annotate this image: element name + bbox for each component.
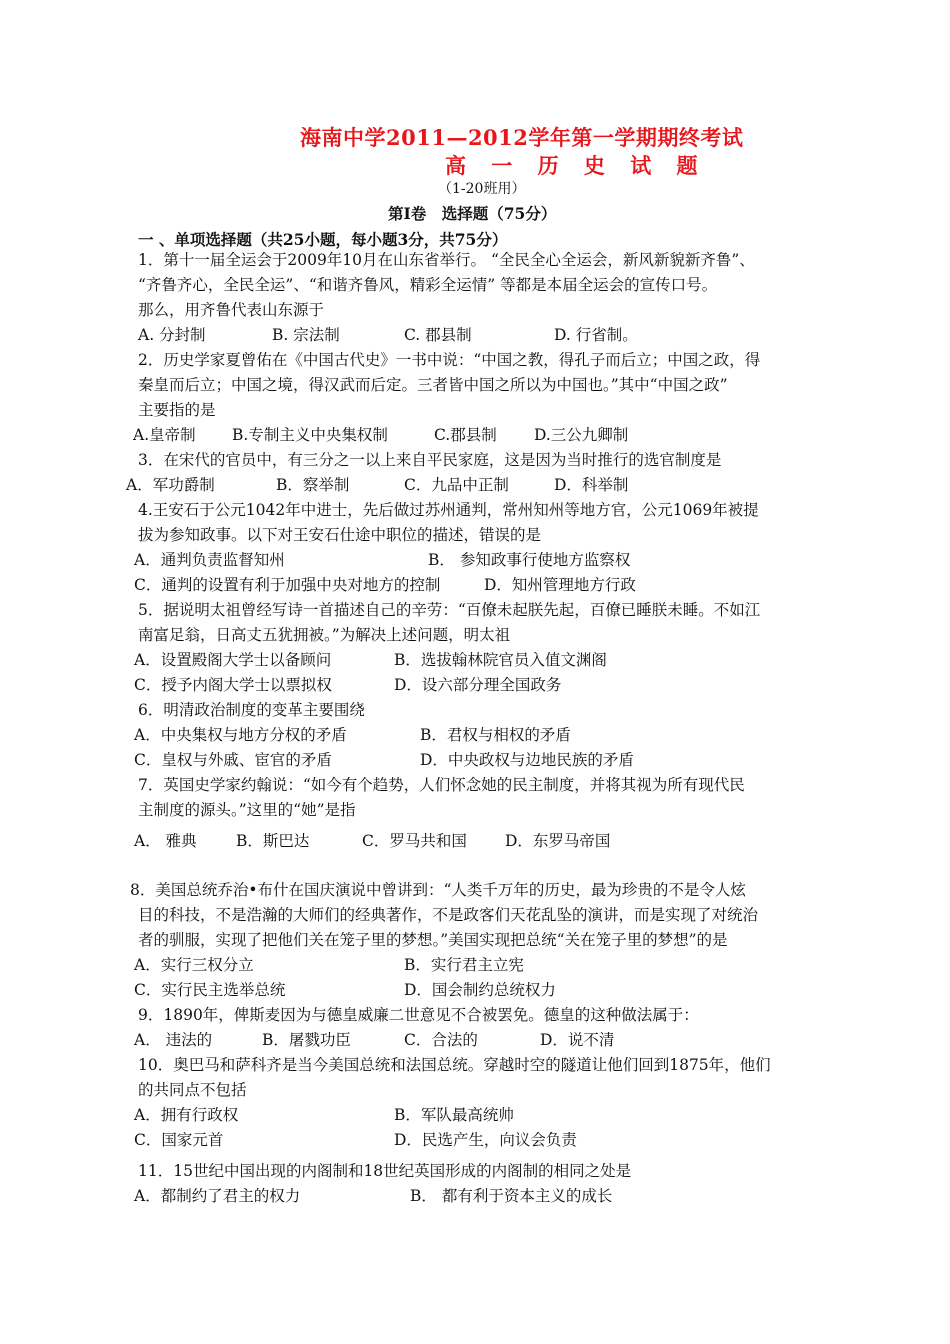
question-6-option-d: D．中央政权与边地民族的矛盾 [420,751,634,769]
exam-title: 海南中学2011—2012学年第一学期期终考试 [300,125,744,150]
question-3-option-a: A．军功爵制 [126,476,215,494]
question-2-line-2: 秦皇而后立；中国之境，得汉武而后定。三者皆中国之所以为中国也。”其中“中国之政” [138,376,728,394]
question-5-option-c: C．授予内阁大学士以票拟权 [134,676,332,694]
question-2-line-3: 主要指的是 [138,401,216,419]
question-8-option-c: C．实行民主选举总统 [134,981,286,999]
question-2-option-b: B.专制主义中央集权制 [232,426,388,444]
question-1-option-c: C. 郡县制 [404,326,472,344]
question-4-option-a: A．通判负责监督知州 [134,551,285,569]
question-2-option-a: A.皇帝制 [133,426,196,444]
question-6-line-1: 6．明清政治制度的变革主要围绕 [138,701,365,719]
question-1-option-d: D. 行省制。 [554,326,638,344]
question-5-option-a: A．设置殿阁大学士以备顾问 [134,651,332,669]
question-1-line-3: 那么，用齐鲁代表山东源于 [138,301,325,319]
subject-title: 高 一 历 史 试 题 [445,153,707,178]
question-4-option-b: B． 参知政事行使地方监察权 [428,551,631,569]
question-1-option-a: A. 分封制 [138,326,206,344]
question-7-line-1: 7．英国史学家约翰说：“如今有个趋势，人们怀念她的民主制度，并将其视为所有现代民 [138,776,745,794]
question-10-option-b: B．军队最高统帅 [394,1106,514,1124]
question-7-option-a: A． 雅典 [134,832,197,850]
question-8-option-a: A．实行三权分立 [134,956,254,974]
question-10-option-c: C．国家元首 [134,1131,224,1149]
question-1-option-b: B. 宗法制 [272,326,340,344]
question-8-line-2: 目的科技，不是浩瀚的大师们的经典著作，不是政客们天花乱坠的演讲，而是实现了对统治 [138,906,759,924]
question-4-option-c: C．通判的设置有利于加强中央对地方的控制 [134,576,441,594]
question-4-line-2: 拔为参知政事。以下对王安石仕途中职位的描述，错误的是 [138,526,542,544]
question-3-line-1: 3．在宋代的官员中，有三分之一以上来自平民家庭，这是因为当时推行的选官制度是 [138,451,722,469]
part-title: 一 、单项选择题（共25小题，每小题3分，共75分） [138,230,508,249]
question-10-option-d: D．民选产生，向议会负责 [394,1131,577,1149]
question-9-option-d: D．说不清 [540,1031,615,1049]
question-7-option-d: D．东罗马帝国 [505,832,611,850]
question-5-option-b: B．选拔翰林院官员入值文渊阁 [394,651,607,669]
question-9-option-a: A． 违法的 [134,1031,213,1049]
question-4-option-d: D．知州管理地方行政 [484,576,636,594]
question-5-line-2: 南富足翁，日高丈五犹拥被。”为解决上述问题，明太祖 [138,626,511,644]
question-3-option-c: C．九品中正制 [404,476,509,494]
question-5-option-d: D．设六部分理全国政务 [394,676,562,694]
question-10-line-1: 10．奥巴马和萨科齐是当今美国总统和法国总统。穿越时空的隧道让他们回到1875年，他们 [138,1056,771,1074]
question-11-option-a: A．都制约了君主的权力 [134,1187,301,1205]
question-6-option-a: A．中央集权与地方分权的矛盾 [134,726,347,744]
question-9-option-b: B．屠戮功臣 [262,1031,351,1049]
question-8-option-b: B．实行君主立宪 [404,956,524,974]
question-10-option-a: A．拥有行政权 [134,1106,239,1124]
question-7-line-2: 主制度的源头。”这里的“她”是指 [138,801,356,819]
question-9-line-1: 9．1890年，俾斯麦因为与德皇威廉二世意见不合被罢免。德皇的这种做法属于： [138,1006,699,1024]
question-2-option-c: C.郡县制 [434,426,497,444]
question-8-line-3: 者的驯服，实现了把他们关在笼子里的梦想。”美国实现把总统“关在笼子里的梦想”的是 [138,931,728,949]
question-5-line-1: 5．据说明太祖曾经写诗一首描述自己的辛劳：“百僚未起朕先起，百僚已睡朕未睡。不如江 [138,601,761,619]
question-6-option-c: C．皇权与外戚、宦官的矛盾 [134,751,332,769]
question-6-option-b: B．君权与相权的矛盾 [420,726,571,744]
question-11-option-b: B． 都有利于资本主义的成长 [410,1187,613,1205]
question-1-line-2: “齐鲁齐心，全民全运”、“和谐齐鲁风，精彩全运情” 等都是本届全运会的宣传口号。 [138,276,718,294]
question-2-option-d: D.三公九卿制 [534,426,629,444]
question-9-option-c: C．合法的 [404,1031,478,1049]
question-1-line-1: 1．第十一届全运会于2009年10月在山东省举行。 “全民全心全运会，新风新貌新齐鲁”、 [138,251,755,269]
question-10-line-2: 的共同点不包括 [138,1081,247,1099]
question-11-line-1: 11．15世纪中国出现的内阁制和18世纪英国形成的内阁制的相同之处是 [138,1162,632,1180]
question-3-option-d: D．科举制 [554,476,629,494]
class-note: （1-20班用） [438,181,526,197]
question-4-line-1: 4.王安石于公元1042年中进士，先后做过苏州通判，常州知州等地方官，公元1069年被提 [138,501,759,519]
question-8-line-1: 8．美国总统乔治•布什在国庆演说中曾讲到：“人类千万年的历史，最为珍贵的不是令人炫 [130,881,746,899]
question-2-line-1: 2．历史学家夏曾佑在《中国古代史》一书中说：“中国之教，得孔子而后立；中国之政，得 [138,351,761,369]
section-title: 第Ⅰ卷 选择题（75分） [388,204,557,223]
question-7-option-b: B．斯巴达 [236,832,310,850]
question-3-option-b: B．察举制 [276,476,350,494]
question-7-option-c: C．罗马共和国 [362,832,467,850]
question-8-option-d: D．国会制约总统权力 [404,981,556,999]
